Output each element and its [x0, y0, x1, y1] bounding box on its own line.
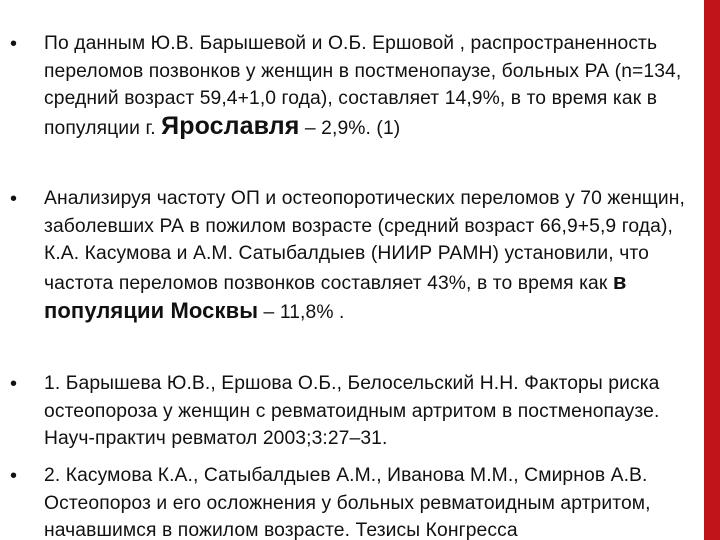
- bullet-text-1-post: – 2,9%. (1): [299, 117, 401, 139]
- bullet-item-2: [10, 185, 700, 327]
- reference-2: 2. Касумова К.А., Сатыбалдыев А.М., Иванова М.М., Смирнов А.В. Остеопороз и его осложнения у больных ревматоидным артритом, начавшимся в пожилом возрасте. Тезисы Конгресса: [44, 465, 651, 540]
- bullet-text-1-bold: Ярославля: [161, 111, 300, 140]
- bullet-dot-icon: •: [10, 188, 18, 210]
- bullet-text-1-pre: По данным Ю.В. Барышевой и О.Б. Ершовой , распространенность переломов позвонков у женщин в постменопаузе, больных РА (n=134, средний возраст 59,4+1,0 года), составляет 14,9%, в то время как в популяции г.: [44, 33, 682, 139]
- reference-1: 1. Барышева Ю.В., Ершова О.Б., Белосельский Н.Н. Факторы риска остеопороза у женщин с ревматоидным артритом в постменопаузе. Науч-практич ревматол 2003;3:27–31.: [44, 373, 660, 450]
- bullet-dot-icon: •: [10, 465, 18, 487]
- bullet-item-4: [10, 462, 700, 540]
- bullet-text-2-bold: в популяции Москвы: [44, 268, 627, 324]
- bullet-dot-icon: •: [10, 33, 18, 55]
- bullet-item-3: [10, 370, 700, 453]
- bullet-text-1: [44, 30, 700, 142]
- bullet-text-2-post: – 11,8% .: [258, 302, 345, 324]
- bullet-item-1: [10, 30, 700, 142]
- bullet-text-2: [44, 185, 700, 327]
- bullet-dot-icon: •: [10, 373, 18, 395]
- bullet-text-2-pre: Анализируя частоту ОП и остеопоротических переломов у 70 женщин, заболевших РА в пожилом возрасте (средний возраст 66,9+5,9 года), К.А. Касумова и А.М. Сатыбалдыев (НИИР РАМН) установили, что частота переломов позвонков составляет 43%, в то время как: [44, 188, 685, 294]
